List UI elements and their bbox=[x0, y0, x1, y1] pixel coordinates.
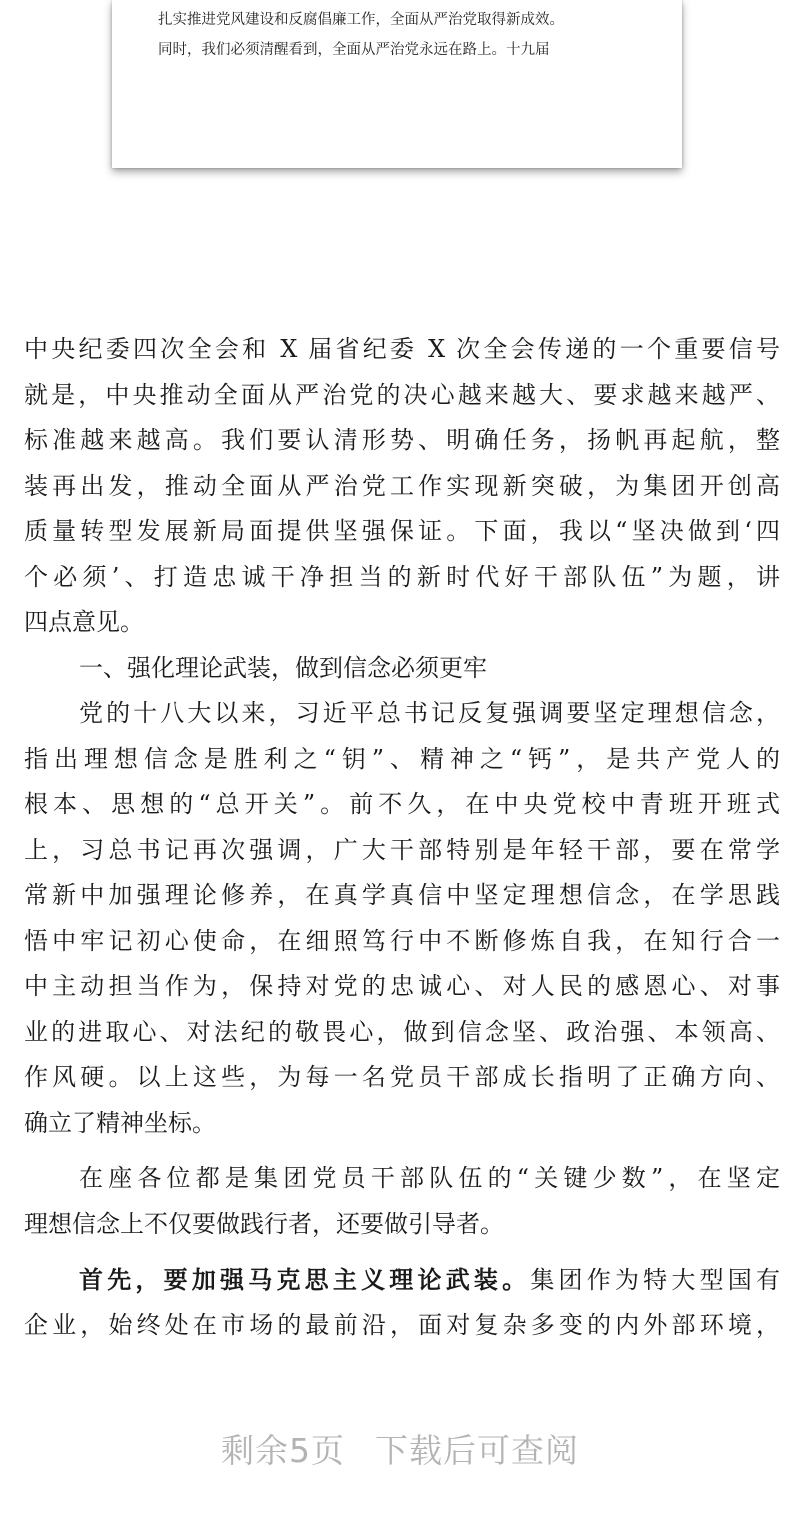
bold-lead-text: 首先，要加强马克思主义理论武装。 bbox=[79, 1265, 531, 1294]
document-body bbox=[24, 327, 780, 1348]
text-line: 就是，中央推动全面从严治党的决心越来越大、要求越来越严、 bbox=[24, 380, 780, 409]
text-line: 根本、思想的“总开关”。前不久，在中央党校中青班开班式 bbox=[24, 790, 780, 818]
text-line: 质量转型发展新局面提供坚强保证。下面，我以“坚决做到‘四 bbox=[24, 517, 780, 545]
text-line: 确立了精神坐标。 bbox=[24, 1108, 216, 1137]
text-span: 集团作为特大型国有 bbox=[530, 1266, 781, 1294]
text-line: 个必须’、打造忠诚干净担当的新时代好干部队伍”为题，讲 bbox=[24, 562, 780, 591]
text-line: 中央纪委四次全会和 X 届省纪委 X 次全会传递的一个重要信号 bbox=[24, 335, 780, 363]
paragraph-theory bbox=[24, 1257, 780, 1348]
text-line: 作风硬。以上这些，为每一名党员干部成长指明了正确方向、 bbox=[24, 1063, 780, 1091]
download-to-view-text: 下载后可查阅 bbox=[375, 1431, 579, 1470]
previous-page-line: 同时，我们必须清醒看到，全面从严治党永远在路上。十九届 bbox=[158, 42, 550, 58]
text-line: 在座各位都是集团党员干部队伍的“关键少数”，在坚定 bbox=[79, 1164, 780, 1192]
text-line: 指出理想信念是胜利之“钥”、精神之“钙”，是共产党人的 bbox=[24, 744, 780, 773]
previous-page-line: 扎实推进党风建设和反腐倡廉工作，全面从严治党取得新成效。 bbox=[158, 12, 564, 28]
previous-page-card bbox=[112, 0, 682, 168]
paragraph-ideals bbox=[24, 691, 780, 1146]
text-line: 党的十八大以来，习近平总书记反复强调要坚定理想信念， bbox=[79, 699, 780, 727]
text-line: 理想信念上不仅要做践行者，还要做引导者。 bbox=[24, 1209, 504, 1238]
text-line: 悟中牢记初心使命，在细照笃行中不断修炼自我，在知行合一 bbox=[24, 926, 780, 955]
text-line: 标准越来越高。我们要认清形势、明确任务，扬帆再起航，整 bbox=[24, 426, 780, 454]
section-heading: 一、强化理论武装，做到信念必须更牢 bbox=[79, 653, 487, 682]
text-line: 业的进取心、对法纪的敬畏心，做到信念坚、政治强、本领高、 bbox=[24, 1017, 780, 1046]
paragraph-intro bbox=[24, 327, 780, 646]
paragraph-key-minority bbox=[24, 1156, 780, 1247]
remaining-pages-text: 剩余5页 bbox=[221, 1431, 345, 1470]
text-line bbox=[24, 1257, 780, 1303]
download-prompt[interactable] bbox=[0, 1425, 800, 1472]
text-line: 中主动担当作为，保持对党的忠诚心、对人民的感恩心、对事 bbox=[24, 972, 780, 1000]
text-line: 企业，始终处在市场的最前沿，面对复杂多变的内外部环境， bbox=[24, 1310, 780, 1339]
text-line: 上，习总书记再次强调，广大干部特别是年轻干部，要在常学 bbox=[24, 835, 780, 864]
text-line: 常新中加强理论修养，在真学真信中坚定理想信念，在学思践 bbox=[24, 881, 780, 909]
text-line: 四点意见。 bbox=[24, 608, 144, 636]
text-line: 装再出发，推动全面从严治党工作实现新突破，为集团开创高 bbox=[24, 471, 780, 500]
